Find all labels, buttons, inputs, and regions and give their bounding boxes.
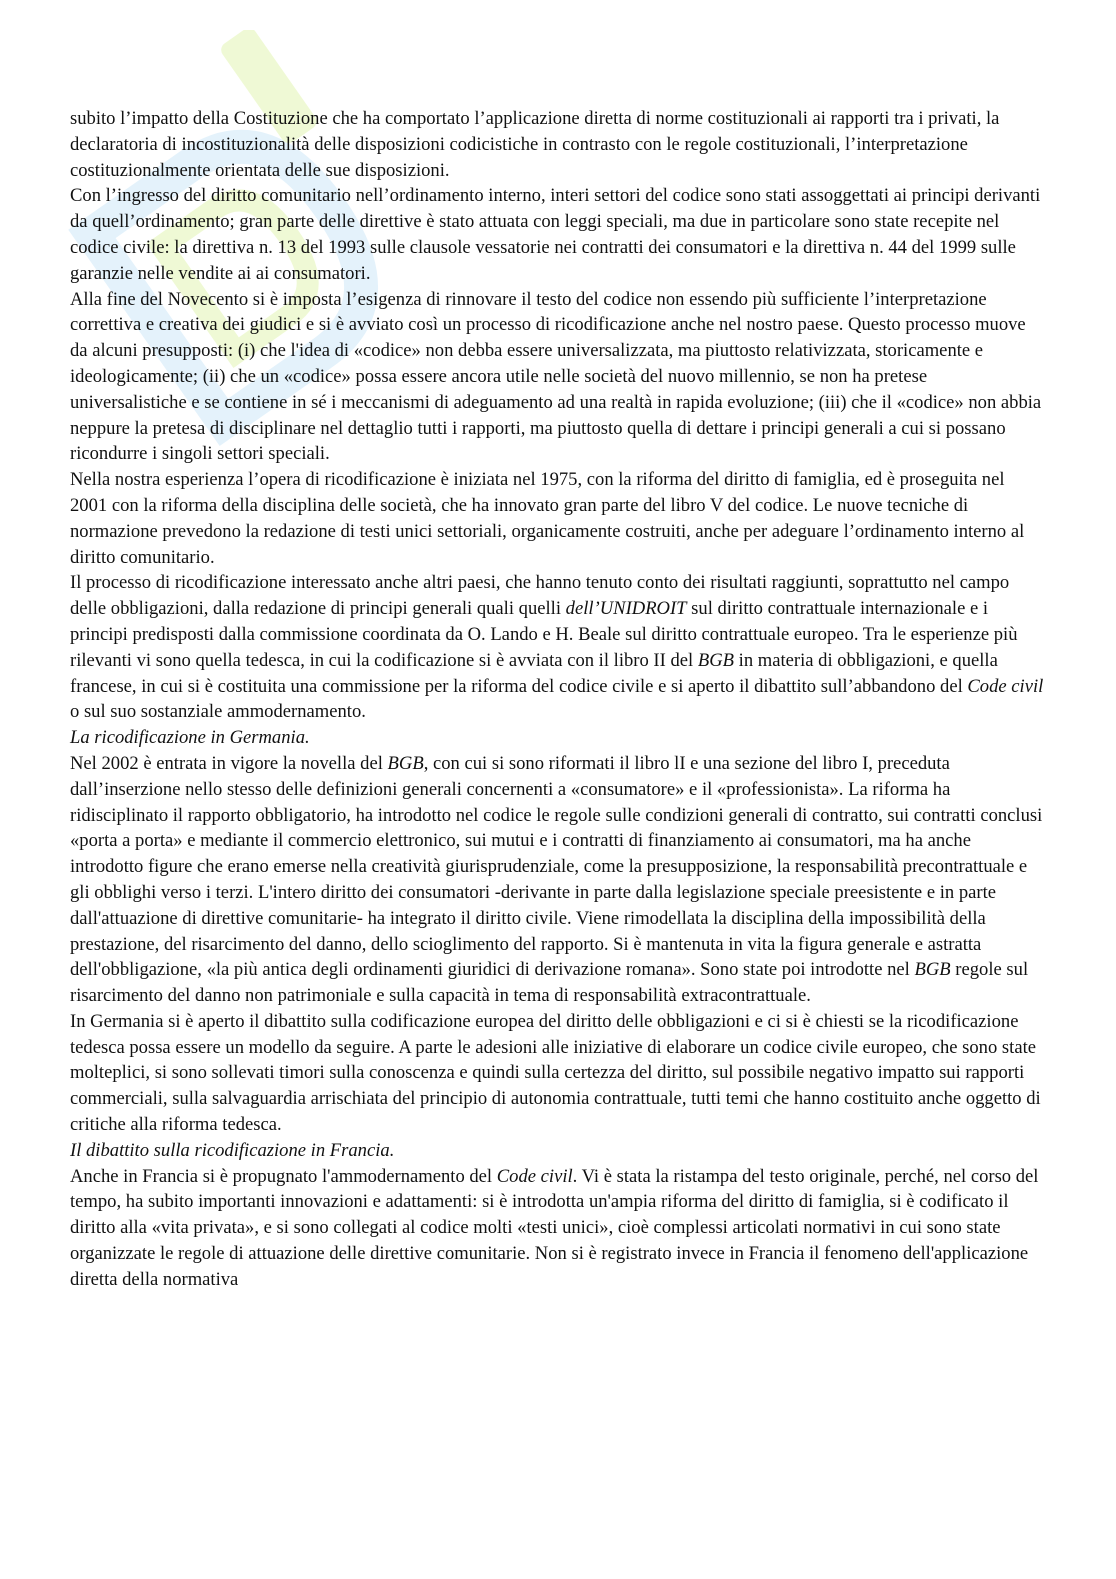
italic-run: BGB: [697, 649, 734, 671]
paragraph-costituzione: subito l’impatto della Costituzione che ha comportato l’applicazione diretta di norme costituzionali ai rapporti tra i privati, la declaratoria di incostituzionalità delle disposizioni codicistiche in contrasto con le regole costituzionali, l’interpretazione costituzionalmente orientata delle sue disposizioni.: [70, 108, 1000, 181]
paragraph-esperienza-italiana: Nella nostra esperienza l’opera di ricodificazione è iniziata nel 1975, con la riforma del diritto di famiglia, ed è proseguita nel 2001 con la riforma della disciplina delle società, che ha innovato gran parte del libro V del codice. Le nuove tecniche di normazione prevedono la redazione di testi unici settoriali, organicamente costruiti, anche per adeguare l’ordinamento interno al diritto comunitario.: [70, 469, 1025, 568]
italic-run: BGB: [387, 752, 424, 774]
paragraph-dibattito-germania: In Germania si è aperto il dibattito sulla codificazione europea del diritto delle obbligazioni e ci si è chiesti se la ricodificazione tedesca possa essere un modello da seguire. A parte le adesioni alle iniziative di elaborare un codice civile europeo, che sono state molteplici, si sono sollevati timori sulla conoscenza e quindi sulla certezza del diritto, sul possibile negativo impatto sui rapporti commerciali, sulla salvaguardia arrischiata del principio di autonomia contrattuale, tutti temi che hanno costituito anche oggetto di critiche alla riforma tedesca.: [70, 1010, 1041, 1136]
text-run: , con cui si sono riformati il libro lI e una sezione del libro I, preceduta dall’inserzione nello stesso delle definizioni generali concernenti a «consumatore» e il «professionista». La riforma ha ridisciplinato il rapporto obbligatorio, ha introdotto nel codice le regole sulle condizioni generali di contratto, sui contratti conclusi «porta a porta» e mediante il commercio elettronico, sui mutui e i contratti di finanziamento ai consumatori, ma ha anche introdotto figure che erano emerse nella creatività giurisprudenziale, come la presupposizione, la responsabilità precontrattuale e gli obblighi verso i terzi. L'intero diritto dei consumatori -derivante in parte dalla legislazione speciale preesistente e in parte dall'attuazione di direttive comunitarie- ha integrato il diritto civile. Viene rimodellata la disciplina della impossibilità della prestazione, del risarcimento del danno, dello scioglimento del rapporto. Si è mantenuta in vita la figura generale e astratta dell'obbligazione, «la più antica degli ordinamenti giuridici di derivazione romana». Sono state poi introdotte nel: [70, 752, 1043, 981]
italic-run: Code civil: [496, 1165, 573, 1187]
text-run: in materia di obbligazioni, e quella francese, in cui si è costituita una commissione per la riforma del codice civile e si aperto il dibattito sull’abbandono del: [70, 649, 998, 697]
text-run: Il processo di ricodificazione interessato anche altri paesi, che hanno tenuto conto dei risultati raggiunti, soprattutto nel campo delle obbligazioni, dalla redazione di principi generali quali quelli: [70, 572, 1010, 620]
paragraph-francia: [70, 1164, 1045, 1293]
text-run: sul diritto contrattuale internazionale e i principi predisposti dalla commissione coordinata da O. Lando e H. Beale sul diritto contrattuale europeo. Tra le esperienze più rilevanti vi sono quella tedesca, in cui la codificazione si è avviata con il libro II del: [70, 598, 1018, 671]
paragraph-altri-paesi: [70, 570, 1045, 725]
heading-francia: Il dibattito sulla ricodificazione in Francia.: [70, 1139, 395, 1161]
italic-run: dell’UNIDROIT: [565, 598, 687, 620]
paragraph-bgb-riforma: [70, 751, 1045, 1009]
text-run: regole sul risarcimento del danno non patrimoniale e sulla capacità in tema di responsabilità extracontrattuale.: [70, 959, 1029, 1007]
paragraph-ricodificazione: Alla fine del Novecento si è imposta l’esigenza di rinnovare il testo del codice non essendo più sufficiente l’interpretazione correttiva e creativa dei giudici e si è avviato così un processo di ricodificazione anche nel nostro paese. Questo processo muove da alcuni presupposti: (i) che l'idea di «codice» non debba essere universalizzata, ma piuttosto relativizzata, storicamente e ideologicamente; (ii) che un «codice» possa essere ancora utile nelle società del nuovo millennio, se non ha pretese universalistiche e se contiene in sé i meccanismi di adeguamento ad una realtà in rapida evoluzione; (iii) che il «codice» non abbia neppure la pretesa di disciplinare nel dettaglio tutti i rapporti, ma piuttosto quella di dettare i principi generali a cui si possano ricondurre i singoli settori speciali.: [70, 288, 1042, 465]
document-body: [70, 106, 1045, 1293]
heading-germania: La ricodificazione in Germania.: [70, 727, 310, 749]
paragraph-diritto-comunitario: Con l’ingresso del diritto comunitario nell’ordinamento interno, interi settori del codice sono stati assoggettati ai principi derivanti da quell’ordinamento; gran parte delle direttive è stato attuata con leggi speciali, ma due in particolare sono state recepite nel codice civile: la direttiva n. 13 del 1993 sulle clausole vessatorie nei contratti dei consumatori e la direttiva n. 44 del 1999 sulle garanzie nelle vendite ai ai consumatori.: [70, 185, 1041, 284]
text-run: Anche in Francia si è propugnato l'ammodernamento del: [70, 1165, 497, 1187]
text-run: o sul suo sostanziale ammodernamento.: [70, 701, 366, 723]
italic-run: BGB: [914, 959, 951, 981]
text-run: . Vi è stata la ristampa del testo originale, perché, nel corso del tempo, ha subito importanti innovazioni e adattamenti: si è introdotta un'ampia riforma del diritto di famiglia, si è codificato il diritto alla «vita privata», e si sono collegati al codice molti «testi unici», cioè complessi articolati normativi in cui sono state organizzate le regole di attuazione delle direttive comunitarie. Non si è registrato invece in Francia il fenomeno dell'applicazione diretta della normativa: [70, 1165, 1039, 1290]
text-run: Nel 2002 è entrata in vigore la novella del: [70, 752, 388, 774]
italic-run: Code civil: [967, 675, 1044, 697]
